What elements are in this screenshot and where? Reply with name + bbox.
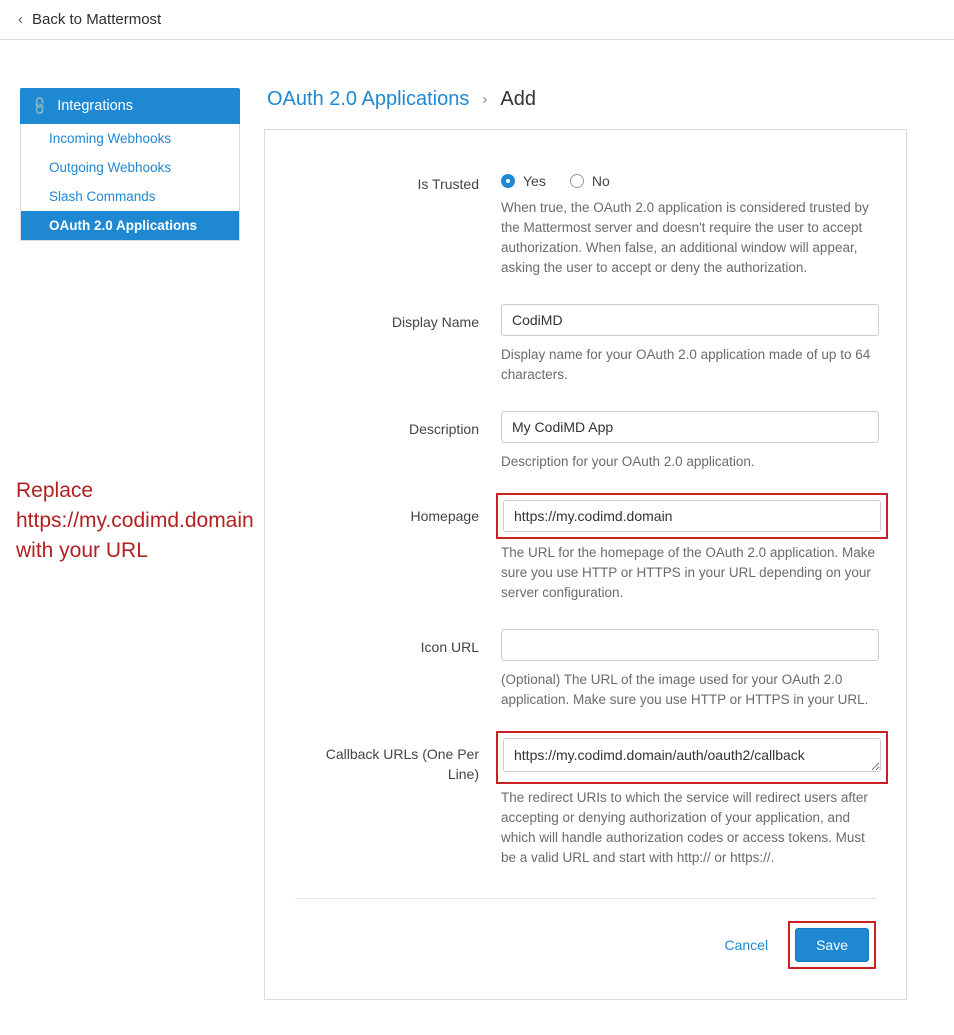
link-icon: 🔗	[28, 94, 51, 117]
display-name-input[interactable]	[501, 304, 879, 336]
description-input[interactable]	[501, 411, 879, 443]
radio-is-trusted-yes[interactable]	[501, 174, 515, 188]
sidebar-header-integrations[interactable]	[20, 88, 240, 124]
sidebar-item-label: OAuth 2.0 Applications	[49, 218, 198, 233]
label-description: Description	[408, 421, 479, 437]
top-bar	[0, 0, 954, 40]
back-to-mattermost-label: Back to Mattermost	[32, 11, 162, 28]
field-row-display-name	[295, 304, 876, 407]
field-icon-url	[501, 629, 876, 732]
sidebar-item-incoming-webhooks[interactable]	[21, 124, 239, 153]
field-row-callback-urls	[295, 736, 876, 890]
label-homepage: Homepage	[410, 508, 479, 524]
sidebar-item-oauth-applications[interactable]	[21, 211, 239, 240]
field-row-icon-url	[295, 629, 876, 732]
label-callback-urls: Callback URLs (One Per Line)	[325, 746, 479, 782]
help-display-name: Display name for your OAuth 2.0 application made of up to 64 characters.	[501, 347, 871, 382]
annotation-note: Replace https://my.codimd.domain with your URL	[16, 479, 254, 562]
help-icon-url: (Optional) The URL of the image used for your OAuth 2.0 application. Make sure you use HTTP or HTTPS in your URL.	[501, 672, 869, 707]
field-row-is-trusted	[295, 166, 876, 300]
label-is-trusted: Is Trusted	[417, 176, 479, 192]
field-row-description	[295, 411, 876, 494]
field-row-homepage	[295, 498, 876, 625]
breadcrumb-current: Add	[500, 88, 536, 110]
chevron-right-icon: ›	[482, 91, 488, 108]
form-actions	[295, 899, 876, 979]
field-homepage	[501, 498, 876, 625]
main-content	[264, 88, 924, 1000]
radio-label-no[interactable]: No	[591, 173, 610, 189]
oauth-app-form-card	[264, 129, 907, 1000]
radio-group-is-trusted	[501, 166, 876, 189]
cancel-button[interactable]: Cancel	[724, 937, 769, 953]
save-button[interactable]: Save	[795, 928, 869, 962]
label-icon-url: Icon URL	[420, 639, 479, 655]
sidebar-list	[20, 124, 240, 241]
radio-is-trusted-no[interactable]	[570, 174, 584, 188]
help-description: Description for your OAuth 2.0 application.	[501, 454, 755, 469]
homepage-highlight-box	[496, 493, 888, 539]
back-to-mattermost-link[interactable]	[18, 11, 161, 28]
radio-label-yes[interactable]: Yes	[523, 173, 546, 189]
icon-url-input[interactable]	[501, 629, 879, 661]
label-display-name: Display Name	[391, 314, 479, 330]
page-body	[0, 40, 954, 1000]
callback-urls-highlight-box	[496, 731, 888, 784]
breadcrumb	[264, 88, 924, 111]
save-highlight-box	[788, 921, 876, 969]
sidebar-item-label: Slash Commands	[49, 189, 156, 204]
sidebar-item-outgoing-webhooks[interactable]	[21, 153, 239, 182]
sidebar-item-label: Outgoing Webhooks	[49, 160, 172, 175]
field-is-trusted	[501, 166, 876, 300]
sidebar-item-label: Incoming Webhooks	[49, 131, 172, 146]
field-display-name	[501, 304, 876, 407]
help-callback-urls: The redirect URIs to which the service will redirect users after accepting or denying authorization of your application, and which will handle authorization codes or access tokens. Must be a valid URL and start with http:// or https://.	[501, 790, 868, 865]
sidebar-header-label: Integrations	[57, 98, 133, 114]
sidebar-item-slash-commands[interactable]	[21, 182, 239, 211]
field-callback-urls	[501, 736, 876, 890]
homepage-input[interactable]	[503, 500, 881, 532]
callback-urls-textarea[interactable]	[503, 738, 881, 772]
breadcrumb-parent-link[interactable]: OAuth 2.0 Applications	[267, 88, 470, 110]
help-homepage: The URL for the homepage of the OAuth 2.0 application. Make sure you use HTTP or HTTPS in your URL depending on your server configuration.	[501, 545, 875, 600]
help-is-trusted: When true, the OAuth 2.0 application is considered trusted by the Mattermost server and doesn't require the user to accept authorization. When false, an additional window will appear, asking the user to accept or deny the authorization.	[501, 200, 869, 275]
chevron-left-icon: ‹	[18, 11, 23, 28]
field-description	[501, 411, 876, 494]
